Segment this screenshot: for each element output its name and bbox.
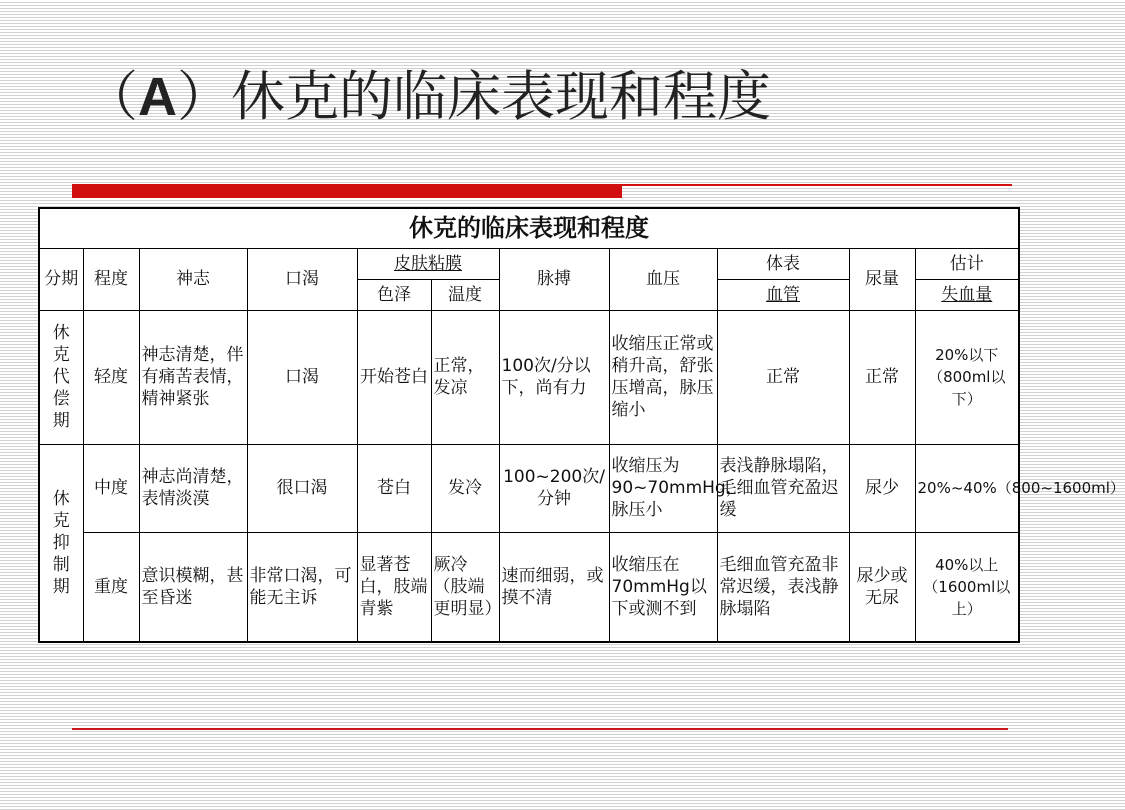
cell-skin-temp: 正常，发凉 <box>431 310 499 444</box>
shock-table <box>38 207 1125 643</box>
cell-urine: 正常 <box>849 310 915 444</box>
stage-compensated <box>39 310 83 444</box>
header-mind: 神志 <box>139 248 247 310</box>
cell-bp: 收缩压在70mmHg以下或测不到 <box>609 532 717 642</box>
cell-skin-color: 苍白 <box>357 444 431 532</box>
table-row <box>39 532 1019 642</box>
stage-inhibited <box>39 444 83 642</box>
header-urine: 尿量 <box>849 248 915 310</box>
cell-degree: 轻度 <box>83 310 139 444</box>
slide-title <box>84 62 771 132</box>
cell-bp: 收缩压为90~70mmHg，脉压小 <box>609 444 717 532</box>
cell-pulse: 100次/分以下，尚有力 <box>499 310 609 444</box>
cell-thirst: 口渴 <box>247 310 357 444</box>
cell-mind: 神志尚清楚，表情淡漠 <box>139 444 247 532</box>
cell-urine: 尿少或无尿 <box>849 532 915 642</box>
table-row <box>39 444 1019 532</box>
stage-inhibited-label: 休克抑制期 <box>52 488 70 597</box>
title-prefix: （ <box>84 65 138 128</box>
table-caption: 休克的临床表现和程度 <box>39 208 1019 248</box>
cell-loss: 20%以下（800ml以下） <box>915 310 1019 444</box>
cell-degree: 重度 <box>83 532 139 642</box>
header-surface-bottom-label: 血管 <box>766 284 800 305</box>
cell-surface: 表浅静脉塌陷，毛细血管充盈迟缓 <box>717 444 849 532</box>
header-skin-temp: 温度 <box>431 279 499 310</box>
header-pulse: 脉搏 <box>499 248 609 310</box>
stage-compensated-label: 休克代偿期 <box>52 323 70 431</box>
cell-bp: 收缩压正常或稍升高，舒张压增高，脉压缩小 <box>609 310 717 444</box>
cell-loss: 40%以上（1600ml以上） <box>915 532 1019 642</box>
cell-pulse: 速而细弱，或摸不清 <box>499 532 609 642</box>
title-underline-thick <box>72 184 622 198</box>
cell-mind: 意识模糊，甚至昏迷 <box>139 532 247 642</box>
header-loss-bottom-label: 失血量 <box>941 284 993 305</box>
cell-skin-color: 显著苍白，肢端青紫 <box>357 532 431 642</box>
cell-thirst: 非常口渴，可能无主诉 <box>247 532 357 642</box>
header-skin <box>357 248 499 279</box>
header-thirst: 口渴 <box>247 248 357 310</box>
cell-surface: 毛细血管充盈非常迟缓，表浅静脉塌陷 <box>717 532 849 642</box>
header-degree: 程度 <box>83 248 139 310</box>
cell-skin-temp: 发冷 <box>431 444 499 532</box>
title-underline-thin <box>622 184 1012 186</box>
header-stage: 分期 <box>39 248 83 310</box>
header-skin-color: 色泽 <box>357 279 431 310</box>
header-loss-bottom <box>915 279 1019 310</box>
title-text: ）休克的临床表现和程度 <box>177 65 771 128</box>
header-surface-bottom <box>717 279 849 310</box>
table-row <box>39 310 1019 444</box>
title-letter: A <box>138 67 177 127</box>
cell-pulse: 100~200次/分钟 <box>499 444 609 532</box>
footer-rule <box>72 728 1008 730</box>
header-surface-top: 体表 <box>717 248 849 279</box>
cell-mind: 神志清楚，伴有痛苦表情，精神紧张 <box>139 310 247 444</box>
header-loss-top: 估计 <box>915 248 1019 279</box>
cell-skin-temp: 厥冷（肢端更明显） <box>431 532 499 642</box>
cell-urine: 尿少 <box>849 444 915 532</box>
cell-skin-color: 开始苍白 <box>357 310 431 444</box>
cell-surface: 正常 <box>717 310 849 444</box>
header-bp: 血压 <box>609 248 717 310</box>
header-skin-label: 皮肤粘膜 <box>394 253 462 274</box>
cell-degree: 中度 <box>83 444 139 532</box>
cell-loss: 20%~40%（800~1600ml） <box>915 444 1019 532</box>
cell-thirst: 很口渴 <box>247 444 357 532</box>
